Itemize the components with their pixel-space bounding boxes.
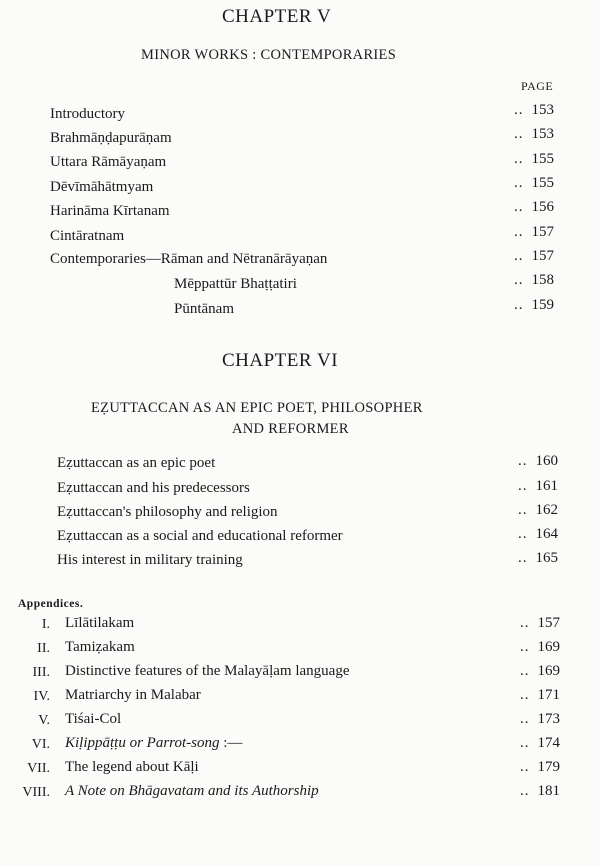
appendix-entry-italic: Kiḷippāṭṭu or Parrot-song [65, 735, 220, 751]
toc-entry-page [478, 526, 558, 543]
toc-entry-text: Mēppattūr Bhaṭṭatiri [174, 276, 297, 292]
appendices-label: Appendices. [18, 598, 84, 610]
leader-dots: .. [514, 151, 524, 167]
chapter-vi-title-line2: AND REFORMER [232, 421, 349, 437]
page-number: 158 [531, 272, 554, 288]
page-number: 169 [537, 663, 560, 679]
toc-entry-text: Pūntānam [174, 301, 234, 317]
page-number: 156 [531, 199, 554, 215]
toc-entry-text: Brahmāṇḍapurāṇam [50, 130, 172, 146]
page-number: 161 [535, 478, 558, 494]
appendix-number: V. [38, 713, 50, 728]
appendix-entry-tail: :— [219, 735, 243, 751]
page-number: 157 [531, 224, 554, 240]
page-number: 179 [537, 759, 560, 775]
appendix-entry-text [65, 735, 242, 752]
page-number: 173 [537, 711, 560, 727]
page-number: 153 [531, 102, 554, 118]
appendix-entry-page [480, 759, 560, 776]
page-number: 160 [535, 453, 558, 469]
appendix-number: VII. [27, 761, 50, 776]
chapter-v-title: MINOR WORKS : CONTEMPORARIES [141, 47, 397, 63]
page-number: 174 [537, 735, 560, 751]
leader-dots: .. [520, 639, 530, 655]
appendix-entry-page [480, 639, 560, 656]
appendix-entry-page [480, 711, 560, 728]
toc-entry-page [474, 272, 554, 289]
toc-entry-text: Eẓuttaccan and his predecessors [57, 480, 250, 496]
toc-entry-page [474, 151, 554, 168]
chapter-vi-heading: CHAPTER VI [222, 350, 339, 371]
page-number: 157 [537, 615, 560, 631]
leader-dots: .. [518, 502, 528, 518]
leader-dots: .. [514, 199, 524, 215]
toc-entry-text: Eẓuttaccan as a social and educational reformer [57, 528, 343, 544]
page-number: 164 [535, 526, 558, 542]
toc-entry-page [474, 248, 554, 265]
toc-entry-page [478, 550, 558, 567]
toc-entry-text: Dēvīmāhātmyam [50, 179, 154, 195]
leader-dots: .. [518, 453, 528, 469]
leader-dots: .. [518, 526, 528, 542]
page-number: 162 [535, 502, 558, 518]
page-number: 155 [531, 151, 554, 167]
appendix-number: VIII. [22, 785, 50, 800]
leader-dots: .. [520, 615, 530, 631]
toc-entry-text: Introductory [50, 106, 125, 122]
toc-entry-page [478, 502, 558, 519]
toc-entry-page [474, 297, 554, 314]
toc-entry-text: Cintāratnam [50, 228, 125, 244]
chapter-v-heading: CHAPTER V [222, 6, 332, 27]
toc-entry-page [478, 453, 558, 470]
appendix-entry-page [480, 615, 560, 632]
page-number: 153 [531, 126, 554, 142]
toc-entry-text: Contemporaries—Rāman and Nētranārāyaṇan [50, 251, 328, 267]
appendix-entry-page [480, 735, 560, 752]
appendix-entry-text: Distinctive features of the Malayāḷam language [65, 663, 350, 679]
appendix-entry-text: The legend about Kāḷi [65, 759, 199, 775]
leader-dots: .. [520, 783, 530, 799]
page-number: 171 [537, 687, 560, 703]
appendix-entry-page [480, 663, 560, 680]
toc-entry-text: Eẓuttaccan's philosophy and religion [57, 504, 278, 520]
page-number: 159 [531, 297, 554, 313]
toc-entry-page [474, 126, 554, 143]
leader-dots: .. [518, 478, 528, 494]
page-number: 165 [535, 550, 558, 566]
page-number: 169 [537, 639, 560, 655]
chapter-vi-title-line1: EẒUTTACCAN AS AN EPIC POET, PHILOSOPHER [91, 400, 423, 416]
leader-dots: .. [520, 735, 530, 751]
appendix-number: III. [32, 665, 50, 680]
toc-entry-page [474, 224, 554, 241]
appendix-number: IV. [33, 689, 50, 704]
page-number: 157 [531, 248, 554, 264]
toc-entry-page [474, 175, 554, 192]
page-number: 155 [531, 175, 554, 191]
appendix-number: I. [41, 617, 50, 632]
appendix-entry-italic: A Note on Bhāgavatam and its Authorship [65, 783, 319, 799]
leader-dots: .. [520, 711, 530, 727]
leader-dots: .. [520, 663, 530, 679]
page-number: 181 [537, 783, 560, 799]
appendix-entry-page [480, 687, 560, 704]
leader-dots: .. [518, 550, 528, 566]
toc-entry-page [474, 102, 554, 119]
leader-dots: .. [514, 102, 524, 118]
appendix-entry-page [480, 783, 560, 800]
appendix-entry-text: Matriarchy in Malabar [65, 687, 201, 703]
leader-dots: .. [514, 175, 524, 191]
leader-dots: .. [514, 297, 524, 313]
toc-entry-page [474, 199, 554, 216]
toc-entry-text: His interest in military training [57, 552, 243, 568]
appendix-number: VI. [31, 737, 50, 752]
leader-dots: .. [514, 126, 524, 142]
leader-dots: .. [514, 272, 524, 288]
appendix-number: II. [37, 641, 50, 656]
leader-dots: .. [520, 759, 530, 775]
toc-entry-text: Harināma Kīrtanam [50, 203, 170, 219]
toc-entry-text: Eẓuttaccan as an epic poet [57, 455, 216, 471]
toc-entry-page [478, 478, 558, 495]
page-column-label: PAGE [521, 79, 554, 93]
toc-entry-text: Uttara Rāmāyaṇam [50, 154, 167, 170]
leader-dots: .. [514, 224, 524, 240]
appendix-entry-text: Līlātilakam [65, 615, 135, 631]
appendix-entry-text: Tamiẓakam [65, 639, 135, 655]
appendix-entry-text: Tiśai-Col [65, 711, 122, 727]
leader-dots: .. [514, 248, 524, 264]
leader-dots: .. [520, 687, 530, 703]
